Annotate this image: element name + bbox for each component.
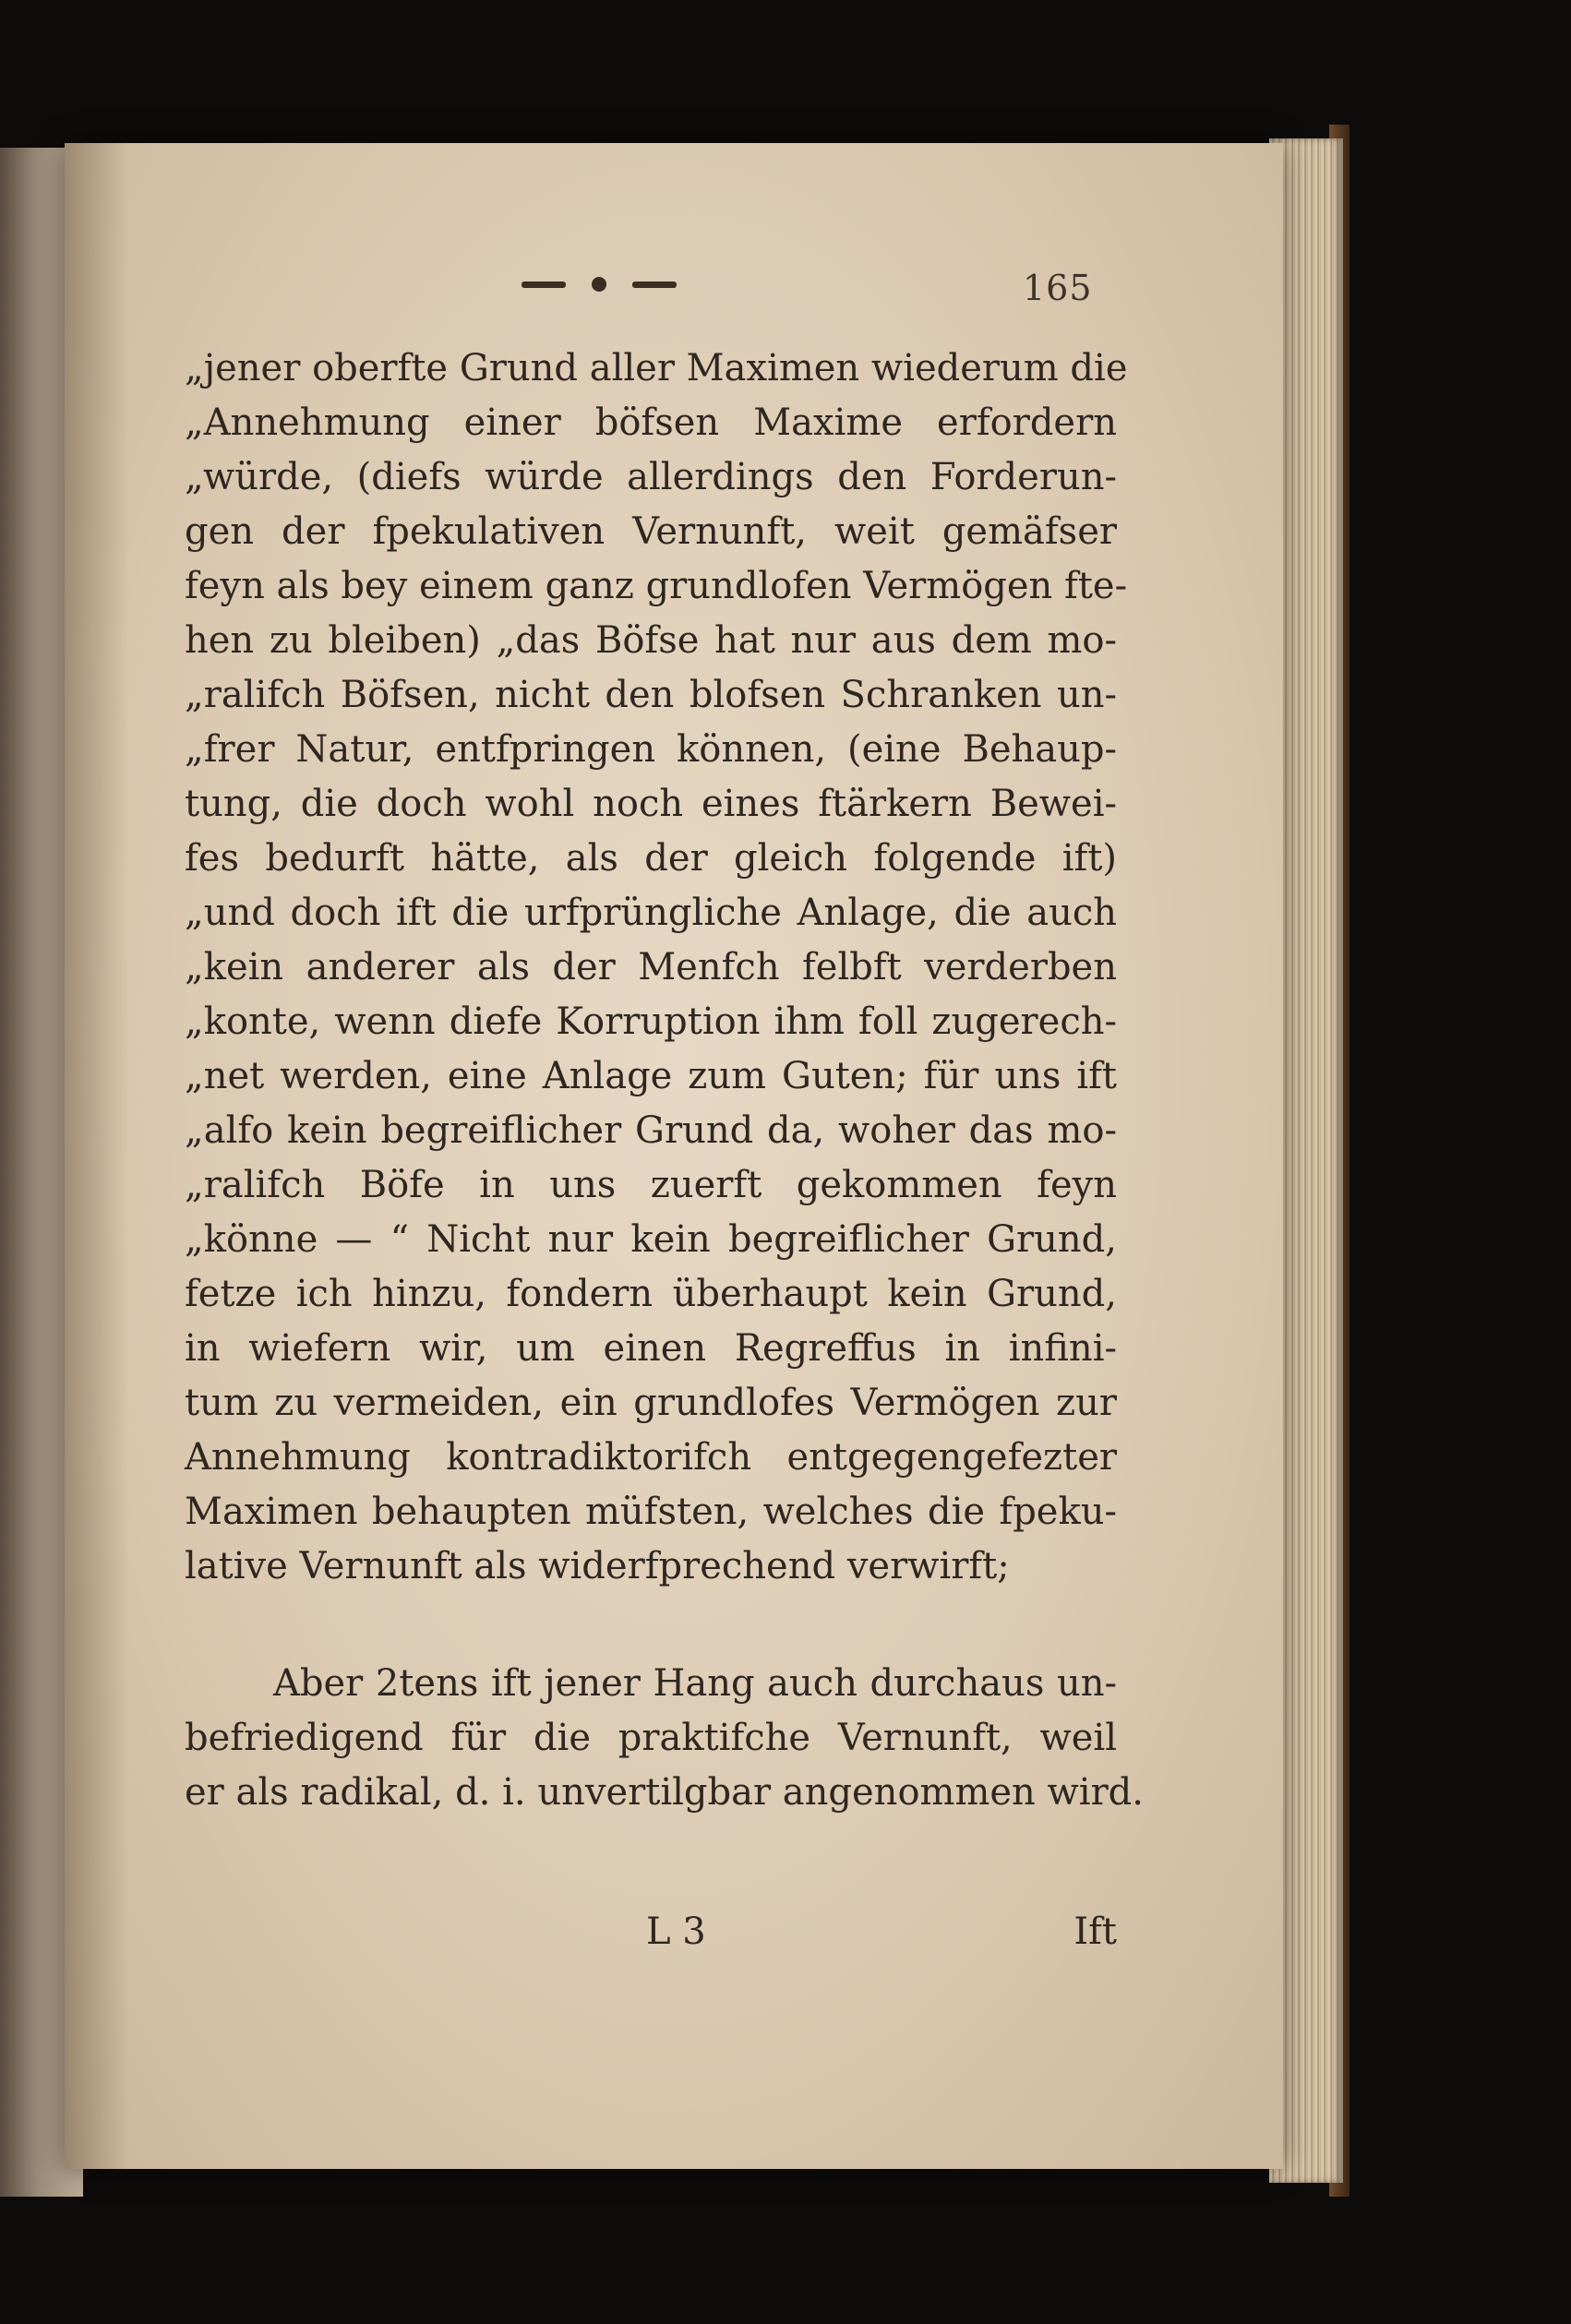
paragraph2-line: er als radikal, d. i. unvertilgbar angenommen wird. (185, 1771, 1145, 1814)
text-line: feyn als bey einem ganz grundlofen Vermögen fte- (185, 565, 1128, 607)
text-line: „ralifch Böfe in uns zuerft gekommen feyn (185, 1164, 1117, 1206)
text-line: „jener oberfte Grund aller Maximen wiederum die (185, 347, 1128, 389)
text-line: in wiefern wir, um einen Regreffus in infini- (185, 1327, 1117, 1370)
paragraph-gap (185, 1594, 1117, 1657)
text-line: tum zu vermeiden, ein grundlofes Vermögen zur (185, 1382, 1117, 1424)
text-line: gen der fpekulativen Vernunft, weit gemäfser (185, 510, 1117, 553)
catchword: Ift (1073, 1911, 1117, 1953)
text-line: „alfo kein begreiflicher Grund da, woher das mo- (185, 1109, 1117, 1152)
paragraph2-line: Aber 2tens ift jener Hang auch durchaus un- (273, 1662, 1117, 1705)
text-line: fes bedurft hätte, als der gleich folgende ift) (185, 837, 1117, 880)
paragraph2-line: befriedigend für die praktifche Vernunft, weil (185, 1717, 1117, 1759)
text-line: fetze ich hinzu, fondern überhaupt kein Grund, (185, 1273, 1117, 1315)
text-line: „konte, wenn diefe Korruption ihm foll zugerech- (185, 1000, 1117, 1043)
ornament-dash-right (632, 282, 677, 288)
text-line: „ralifch Böfsen, nicht den blofsen Schranken un- (185, 674, 1117, 716)
text-line: „könne — “ Nicht nur kein begreiflicher Grund, (185, 1218, 1117, 1261)
text-line: „und doch ift die urfprüngliche Anlage, die auch (185, 892, 1117, 934)
header-ornament (522, 277, 677, 292)
body-text (185, 341, 1145, 1820)
text-line: „frer Natur, entfpringen können, (eine Behaup- (185, 728, 1117, 771)
text-line: hen zu bleiben) „das Böfse hat nur aus dem mo- (185, 619, 1117, 662)
text-line: „net werden, eine Anlage zum Guten; für uns ift (185, 1055, 1117, 1097)
signature-mark: L 3 (646, 1911, 706, 1953)
page-footer (185, 1911, 1117, 1953)
ornament-dash-left (522, 282, 566, 288)
text-line: tung, die doch wohl noch eines ftärkern Bewei- (185, 783, 1117, 825)
text-line: Maximen behaupten müfsten, welches die fpeku- (185, 1491, 1117, 1533)
ornament-dot (592, 277, 606, 292)
text-line: „würde, (diefs würde allerdings den Forderun- (185, 456, 1117, 498)
text-line: Annehmung kontradiktorifch entgegengefezter (185, 1436, 1117, 1479)
text-line-last: lative Vernunft als widerfprechend verwirft; (185, 1545, 1010, 1587)
text-line: „kein anderer als der Menfch felbft verderben (185, 946, 1117, 988)
text-line: „Annehmung einer böfsen Maxime erfordern (185, 401, 1117, 444)
page-number: 165 (1023, 268, 1093, 308)
